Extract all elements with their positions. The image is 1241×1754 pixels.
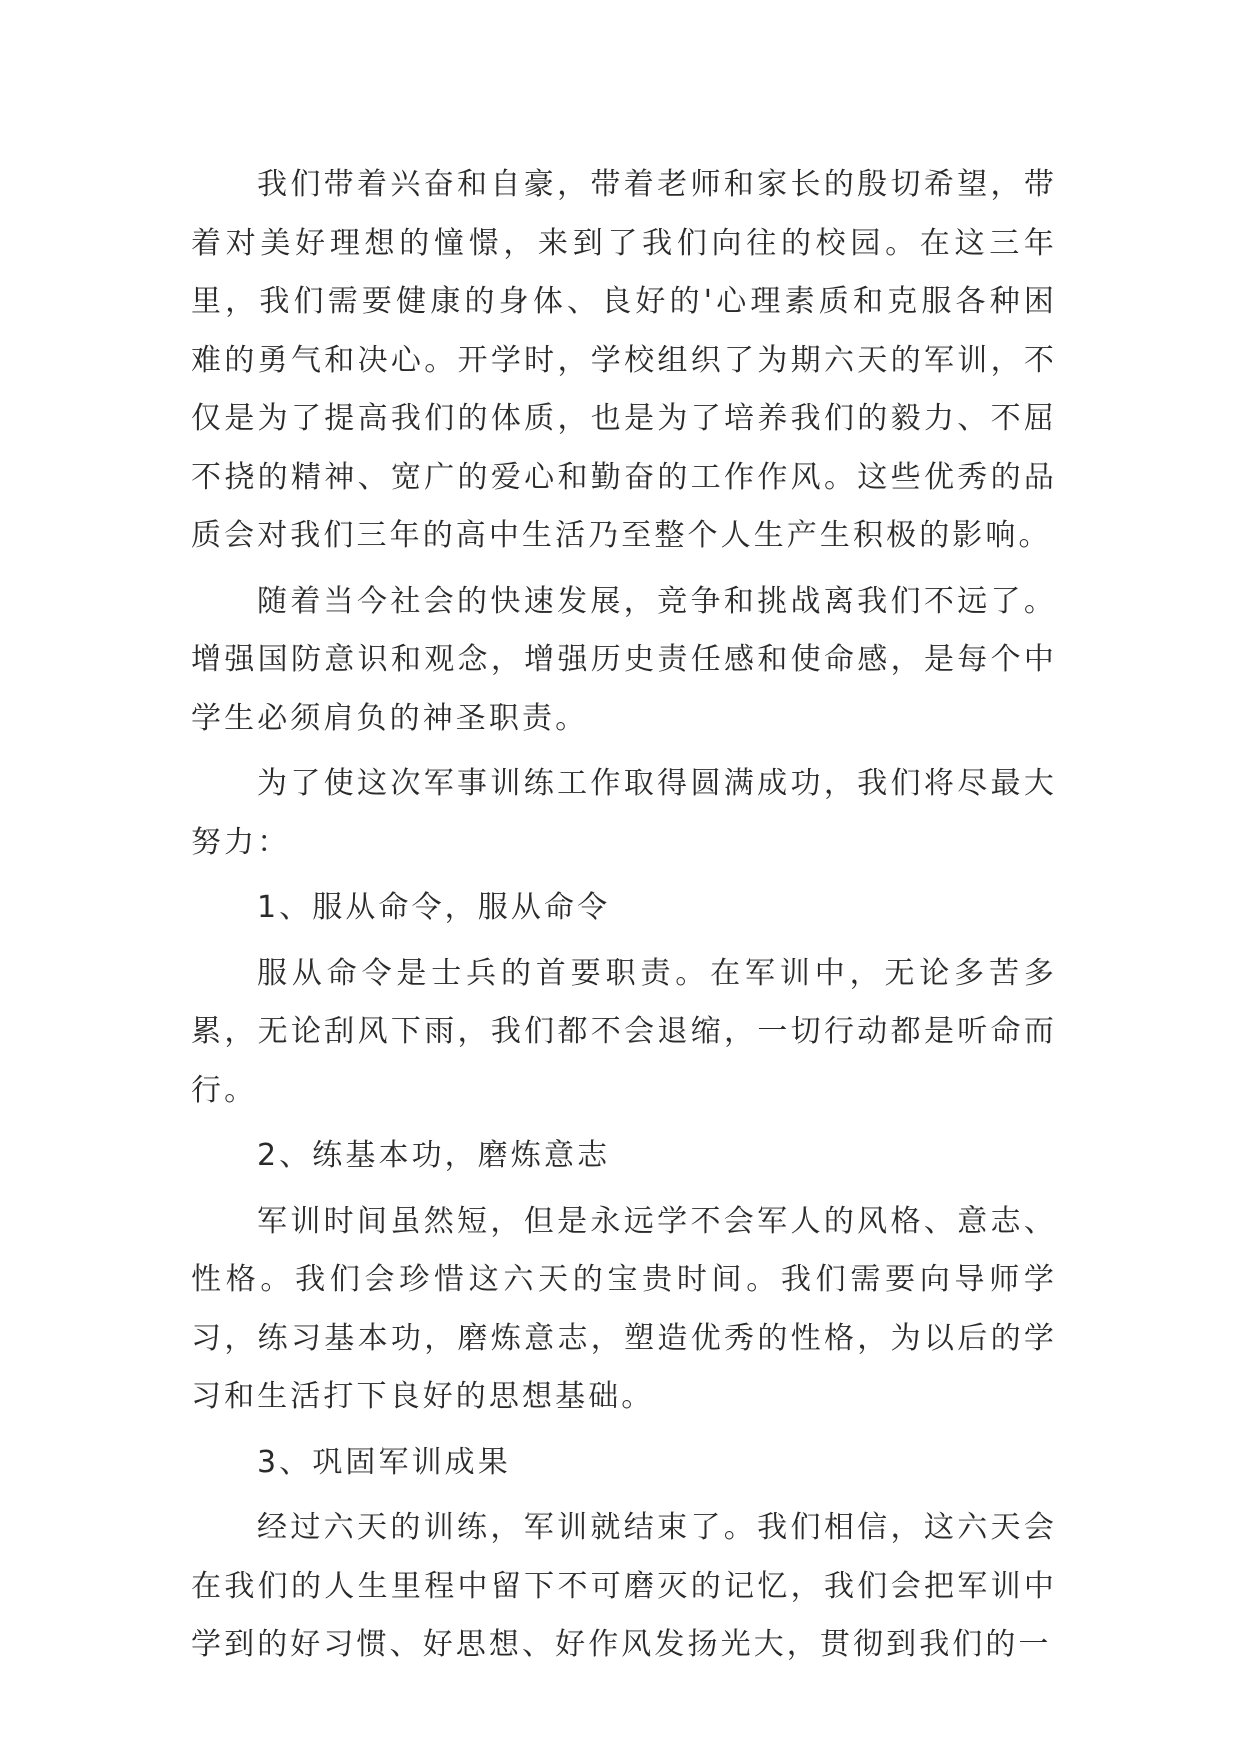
paragraph-intro: 我们带着兴奋和自豪，带着老师和家长的殷切希望，带着对美好理想的憧憬，来到了我们向往的校园。在这三年里，我们需要健康的身体、良好的'心理素质和克服各种困难的勇气和决心。开学时，学校组织了为期六天的军训，不仅是为了提高我们的体质，也是为了培养我们的毅力、不屈不挠的精神、宽广的爱心和勤奋的工作作风。这些优秀的品质会对我们三年的高中生活乃至整个人生产生积极的影响。: [191, 167, 1057, 553]
paragraph-obey-orders: 服从命令是士兵的首要职责。在军训中，无论多苦多累，无论刮风下雨，我们都不会退缩，一切行动都是听命而行。: [191, 955, 1057, 1108]
paragraph-basic-skills: 军训时间虽然短，但是永远学不会军人的风格、意志、性格。我们会珍惜这六天的宝贵时间。我们需要向导师学习，练习基本功，磨炼意志，塑造优秀的性格，为以后的学习和生活打下良好的思想基础。: [191, 1203, 1057, 1414]
document-body: [191, 156, 1057, 1682]
section-heading-1: 1、服从命令，服从命令: [257, 890, 611, 925]
paragraph-commitment: 为了使这次军事训练工作取得圆满成功，我们将尽最大努力：: [191, 766, 1057, 860]
paragraph-social-development: 随着当今社会的快速发展，竞争和挑战离我们不远了。增强国防意识和观念，增强历史责任感和使命感，是每个中学生必须肩负的神圣职责。: [191, 583, 1057, 736]
section-heading-2: 2、练基本功，磨炼意志: [257, 1138, 611, 1173]
section-heading-3: 3、巩固军训成果: [257, 1444, 511, 1480]
paragraph-consolidate-results: 经过六天的训练，军训就结束了。我们相信，这六天会在我们的人生里程中留下不可磨灭的记忆，我们会把军训中学到的好习惯、好思想、好作风发扬光大，贯彻到我们的一: [191, 1510, 1057, 1662]
